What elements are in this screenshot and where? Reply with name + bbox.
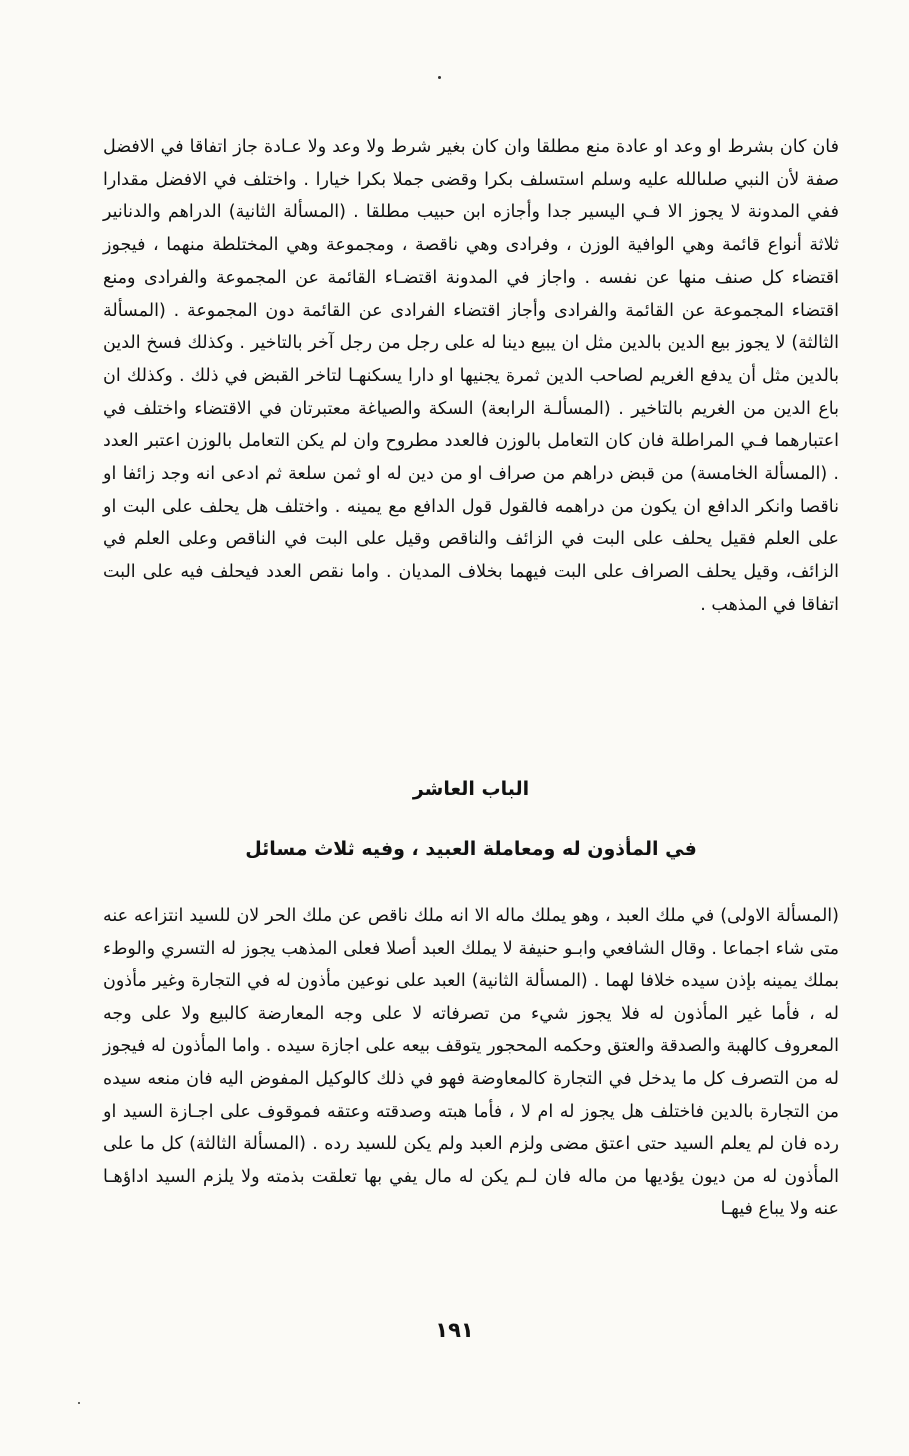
chapter-title: الباب العاشر xyxy=(412,778,530,800)
body-paragraph-1: فان كان بشرط او وعد او عادة منع مطلقا وان كان بغير شرط ولا وعد ولا عـادة جاز اتفاقا في الافضل صفة لأن النبي صلىالله عليه وسلم استسلف بكرا وقضى جملا بكرا خيارا . واختلف في الافضل مقدارا ففي المدونة لا يجوز الا فـي اليسير جدا وأجازه ابن حبيب مطلقا . (المسألة الثانية) الدراهم والدنانير ثلاثة أنواع قائمة وهي الوافية الوزن ، وفرادى وهي ناقصة ، ومجموعة وهي المختلطة منهما ، فيجوز اقتضاء كل صنف منها عن نفسه . واجاز في المدونة اقتضـاء القائمة عن المجموعة والفرادى ومنع اقتضاء المجموعة عن القائمة والفرادى وأجاز اقتضاء الفرادى عن القائمة دون المجموعة . (المسألة الثالثة) لا يجوز بيع الدين بالدين مثل ان يبيع دينا له على رجل من رجل آخر بالتاخير . وكذلك فسخ الدين بالدين مثل أن يدفع الغريم لصاحب الدين ثمرة يجنيها او دارا يسكنهـا لتاخر القبض في ذلك . وكذلك ان باع الدين من الغريم بالتاخير . (المسألـة الرابعة) السكة والصياغة معتبرتان في الاقتضاء واختلف في اعتبارهما فـي المراطلة فان كان التعامل بالوزن فالعدد مطروح وان لم يكن التعامل بالوزن اعتبر العدد . (المسألة الخامسة) من قبض دراهم من صراف او من دين له او ثمن سلعة ثم ادعى انه وجد زائفا او ناقصا وانكر الدافع ان يكون من دراهمه فالقول قول الدافع مع يمينه . واختلف هل يحلف على البت او على العلم فقيل يحلف على البت في الزائف والناقص وقيل على البت في الناقص وعلى العلم في الزائف، وقيل يحلف الصراف على البت فيهما بخلاف المديان . واما نقص العدد فيحلف فيه على البت اتفاقا في المذهب . xyxy=(103,137,839,615)
chapter-subtitle: في المأذون له ومعاملة العبيد ، وفيه ثلاث مسائل xyxy=(245,838,697,860)
speck-mark xyxy=(78,1402,80,1404)
body-paragraph-2: (المسألة الاولى) في ملك العبد ، وهو يملك ماله الا انه ملك ناقص عن ملك الحر لان للسيد انتزاعه عنه متى شاء اجماعا . وقال الشافعي وابـو حنيفة لا يملك العبد أصلا فعلى المذهب يجوز له التسري والوطء بملك يمينه بإذن سيده خلافا لهما . (المسألة الثانية) العبد على نوعين مأذون له في التجارة وغير مأذون له ، فأما غير المأذون له فلا يجوز شيء من تصرفاته لا على وجه المعارضة كالبيع ولا على وجه المعروف كالهبة والصدقة والعتق وحكمه المحجور يتوقف بيعه على اجازة سيده . واما المأذون له فيجوز له من التصرف كل ما يدخل في التجارة كالمعاوضة فهو في ذلك كالوكيل المفوض اليه فان منعه سيده من التجارة بالدين فاختلف هل يجوز له ام لا ، فأما هبته وصدقته وعتقه فموقوف على اجـازة السيد او رده فان لم يعلم السيد حتى اعتق مضى ولزم العبد ولم يكن للسيد رده . (المسألة الثالثة) كل ما على المأذون له من ديون يؤديها من ماله فان لـم يكن له مال يفي بها تعلقت بذمته ولا يلزم السيد اداؤهـا عنه ولا يباع فيهـا xyxy=(103,906,839,1220)
speck-mark xyxy=(438,76,441,79)
page-number: ١٩١ xyxy=(435,1318,474,1342)
